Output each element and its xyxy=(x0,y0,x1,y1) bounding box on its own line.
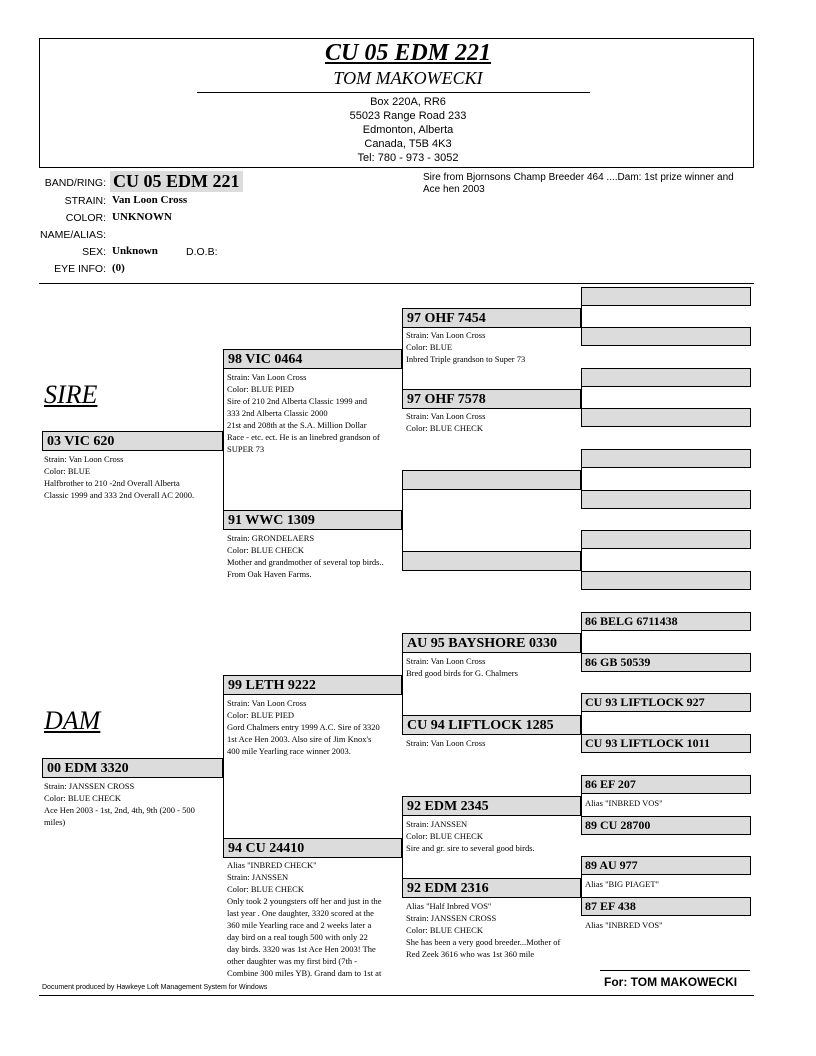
dds-band: 92 EDM 2345 xyxy=(402,796,581,816)
eye-label: EYE INFO: xyxy=(54,263,106,275)
note-line: 21st and 208th at the S.A. Million Dollar xyxy=(227,420,367,430)
note-line: Color: BLUE CHECK xyxy=(406,925,483,935)
note-line: Bred good birds for G. Chalmers xyxy=(406,668,518,678)
note-line: Strain: Van Loon Cross xyxy=(227,698,307,708)
sex-value: Unknown xyxy=(112,245,158,257)
band-label: BAND/RING: xyxy=(44,177,106,189)
note-line: Red Zeek 3616 who was 1st 360 mile xyxy=(406,949,535,959)
ddd-notes xyxy=(406,900,582,960)
dob-label: D.O.B: xyxy=(186,246,218,258)
dam-notes xyxy=(44,780,224,828)
note-line: Alias "Half Inbred VOS" xyxy=(406,901,492,911)
note-line: Strain: Van Loon Cross xyxy=(406,411,486,421)
address-line: 55023 Range Road 233 xyxy=(349,110,467,122)
gen5-band: 86 BELG 6711438 xyxy=(581,612,751,631)
connector-line xyxy=(223,685,224,849)
ssd-notes xyxy=(406,410,582,434)
note-line: Strain: Van Loon Cross xyxy=(406,738,486,748)
gen5-band: 89 CU 28700 xyxy=(581,816,751,835)
owner-address xyxy=(0,95,816,165)
sds-band xyxy=(402,470,581,490)
signature-line xyxy=(600,970,750,971)
sire-sire-notes xyxy=(227,371,405,455)
sire-dam-notes xyxy=(227,532,405,580)
note-line: Only took 2 youngsters off her and just in the xyxy=(227,896,382,906)
dam-sire-notes xyxy=(227,697,405,757)
note-line: day birds. 3320 was 1st Ace Hen 2003! The xyxy=(227,944,376,954)
note-line: Classic 1999 and 333 2nd Overall AC 2000. xyxy=(44,490,195,500)
prepared-for: For: TOM MAKOWECKI xyxy=(604,975,738,989)
note-line: Halfbrother to 210 -2nd Overall Alberta xyxy=(44,478,180,488)
gen5-alias: Alias "INBRED VOS" xyxy=(585,798,663,808)
dam-dam-notes xyxy=(227,859,405,979)
note-line: 400 mile Yearling race winner 2003. xyxy=(227,746,351,756)
gen5-alias: Alias "INBRED VOS" xyxy=(585,920,663,930)
sire-sire-band: 98 VIC 0464 xyxy=(223,349,402,369)
gen5-band xyxy=(581,490,751,509)
sire-dam-band: 91 WWC 1309 xyxy=(223,510,402,530)
gen5-band: 86 EF 207 xyxy=(581,775,751,794)
note-line: Strain: JANSSEN CROSS xyxy=(44,781,135,791)
gen5-band xyxy=(581,530,751,549)
gen5-band: CU 93 LIFTLOCK 927 xyxy=(581,693,751,712)
note-line: Race - etc. ect. He is an linebred grandson of xyxy=(227,432,380,442)
color-value: UNKNOWN xyxy=(112,211,172,223)
gen5-band xyxy=(581,327,751,346)
connector-line xyxy=(223,359,224,521)
eye-value: (0) xyxy=(112,262,125,274)
dam-dam-band: 94 CU 24410 xyxy=(223,838,402,858)
note-line: Color: BLUE CHECK xyxy=(44,793,121,803)
note-line: Sire and gr. sire to several good birds. xyxy=(406,843,535,853)
dds-notes xyxy=(406,818,582,854)
connector-line xyxy=(581,378,582,419)
connector-line xyxy=(581,540,582,581)
sire-band: 03 VIC 620 xyxy=(42,431,223,451)
note-line: Color: BLUE xyxy=(44,466,91,476)
note-line: Strain: JANSSEN xyxy=(227,872,289,882)
note-line: Color: BLUE CHECK xyxy=(406,423,483,433)
sire-notes xyxy=(44,453,224,501)
note-line: Sire of 210 2nd Alberta Classic 1999 and xyxy=(227,396,367,406)
note-line: Ace Hen 2003 - 1st, 2nd, 4th, 9th (200 - 500 xyxy=(44,805,195,815)
section-divider xyxy=(39,283,754,284)
note-line: 360 mile Yearling race and 2 weeks later a xyxy=(227,920,372,930)
address-line: Canada, T5B 4K3 xyxy=(364,138,452,150)
header-divider xyxy=(197,92,590,93)
address-line: Box 220A, RR6 xyxy=(370,96,446,108)
note-line: From Oak Haven Farms. xyxy=(227,569,312,579)
note-line: Strain: Van Loon Cross xyxy=(406,330,486,340)
sss-notes xyxy=(406,329,582,365)
ddd-band: 92 EDM 2316 xyxy=(402,878,581,898)
note-line: miles) xyxy=(44,817,66,827)
footer-divider xyxy=(39,995,754,996)
owner-name: TOM MAKOWECKI xyxy=(333,68,483,88)
ssd-band: 97 OHF 7578 xyxy=(402,389,581,409)
gen5-band: 86 GB 50539 xyxy=(581,653,751,672)
note-line: Strain: JANSSEN xyxy=(406,819,468,829)
dss-notes xyxy=(406,655,582,679)
dsd-notes xyxy=(406,737,582,749)
note-line: Strain: Van Loon Cross xyxy=(44,454,124,464)
note-line: other daughter was my first bird (7th - xyxy=(227,956,358,966)
connector-line xyxy=(581,622,582,663)
note-line: Color: BLUE PIED xyxy=(227,710,295,720)
gen5-band: CU 93 LIFTLOCK 1011 xyxy=(581,734,751,753)
address-line: Tel: 780 - 973 - 3052 xyxy=(357,152,459,164)
connector-line xyxy=(402,480,403,562)
note-line: Color: BLUE CHECK xyxy=(406,831,483,841)
sss-band: 97 OHF 7454 xyxy=(402,308,581,328)
gen5-band xyxy=(581,449,751,468)
gen5-band: 89 AU 977 xyxy=(581,856,751,875)
gen5-band xyxy=(581,368,751,387)
strain-label: STRAIN: xyxy=(64,195,106,207)
note-line: Strain: JANSSEN CROSS xyxy=(406,913,497,923)
bird-description: Sire from Bjornsons Champ Breeder 464 ....Dam: 1st prize winner and Ace hen 2003 xyxy=(423,172,734,195)
dsd-band: CU 94 LIFTLOCK 1285 xyxy=(402,715,581,735)
note-line: Strain: GRONDELAERS xyxy=(227,533,315,543)
address-line: Edmonton, Alberta xyxy=(362,124,454,136)
gen5-band xyxy=(581,571,751,590)
connector-line xyxy=(402,318,403,400)
note-line: Alias "INBRED CHECK" xyxy=(227,860,317,870)
band-value: CU 05 EDM 221 xyxy=(110,171,243,192)
note-line: Color: BLUE PIED xyxy=(227,384,295,394)
dss-band: AU 95 BAYSHORE 0330 xyxy=(402,633,581,653)
connector-line xyxy=(402,806,403,889)
produced-by-note: Document produced by Hawkeye Loft Management System for Windows xyxy=(42,984,268,991)
sdd-band xyxy=(402,551,581,571)
gen5-band xyxy=(581,408,751,427)
connector-line xyxy=(402,643,403,726)
dam-band: 00 EDM 3320 xyxy=(42,758,223,778)
dam-heading: DAM xyxy=(44,706,101,735)
connector-line xyxy=(581,297,582,338)
strain-value: Van Loon Cross xyxy=(112,194,188,206)
note-line: Combine 300 miles YB). Grand dam to 1st at xyxy=(227,968,382,978)
note-line: Gord Chalmers entry 1999 A.C. Sire of 3320 xyxy=(227,722,380,732)
gen5-band: 87 EF 438 xyxy=(581,897,751,916)
note-line: Color: BLUE xyxy=(406,342,453,352)
note-line: Mother and grandmother of several top birds.. xyxy=(227,557,384,567)
connector-line xyxy=(581,866,582,907)
gen5-alias: Alias "BIG PIAGET" xyxy=(585,879,659,889)
pedigree-title: CU 05 EDM 221 xyxy=(324,40,492,66)
connector-line xyxy=(581,459,582,500)
note-line: She has been a very good breeder...Mother of xyxy=(406,937,561,947)
connector-line xyxy=(581,785,582,826)
note-line: 1st Ace Hen 2003. Also sire of Jim Knox's xyxy=(227,734,372,744)
name-label: NAME/ALIAS: xyxy=(40,229,106,241)
note-line: day bird on a real tough 500 with only 22 xyxy=(227,932,368,942)
color-label: COLOR: xyxy=(65,212,106,224)
note-line: SUPER 73 xyxy=(227,444,265,454)
note-line: Color: BLUE CHECK xyxy=(227,545,304,555)
dam-sire-band: 99 LETH 9222 xyxy=(223,675,402,695)
gen5-band xyxy=(581,287,751,306)
note-line: Strain: Van Loon Cross xyxy=(227,372,307,382)
note-line: last year . One daughter, 3320 scored at the xyxy=(227,908,374,918)
connector-line xyxy=(581,703,582,744)
sex-label: SEX: xyxy=(82,246,106,258)
note-line: Strain: Van Loon Cross xyxy=(406,656,486,666)
note-line: Color: BLUE CHECK xyxy=(227,884,304,894)
note-line: 333 2nd Alberta Classic 2000 xyxy=(227,408,328,418)
sire-heading: SIRE xyxy=(44,380,98,409)
note-line: Inbred Triple grandson to Super 73 xyxy=(406,354,526,364)
